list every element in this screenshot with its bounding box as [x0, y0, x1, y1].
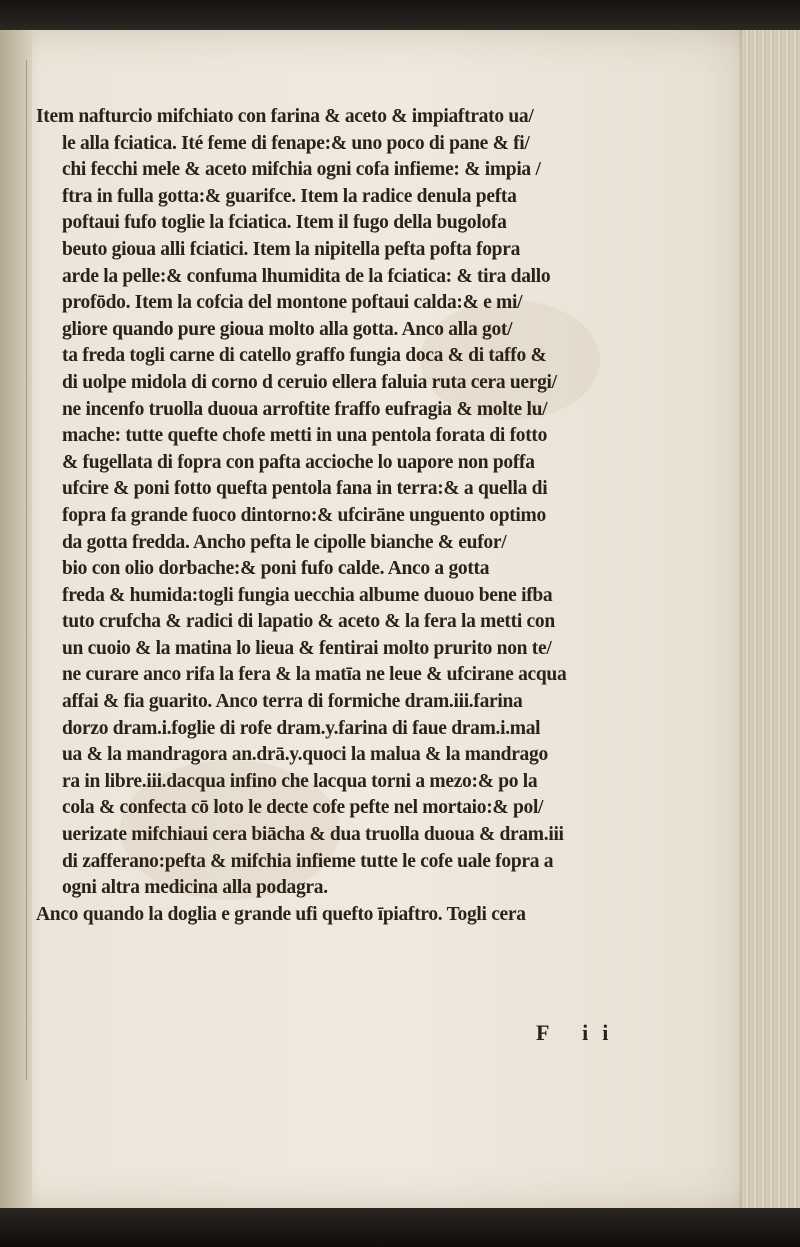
text-line: ta freda togli carne di catello graffo fungia doca & di taffo & [62, 345, 547, 367]
gutter-shadow-line [26, 60, 27, 1080]
text-line: di uolpe midola di corno d ceruio ellera faluia ruta cera uergi/ [62, 371, 557, 393]
text-line: fopra fa grande fuoco dintorno:& ufcirāne unguento optimo [62, 504, 546, 526]
text-line: ufcire & poni fotto quefta pentola fana in terra:& a quella di [62, 478, 548, 500]
text-line: le alla fciatica. Ité feme di fenape:& uno poco di pane & fi/ [62, 132, 530, 154]
page-gutter [0, 30, 32, 1210]
text-line: gliore quando pure gioua molto alla gotta. Anco alla got/ [62, 318, 513, 340]
text-line: ftra in fulla gotta:& guarifce. Item la radice denula pefta [62, 185, 517, 207]
text-line: freda & humida:togli fungia uecchia albume duouo bene ifba [62, 584, 553, 606]
scan-border-top [0, 0, 800, 30]
text-line: uerizate mifchiaui cera biācha & dua truolla duoua & dram.iii [62, 824, 564, 846]
text-line: chi fecchi mele & aceto mifchia ogni cofa infieme: & impia / [62, 159, 541, 181]
text-line: mache: tutte quefte chofe metti in una pentola forata di fotto [62, 425, 548, 447]
text-line: beuto gioua alli fciatici. Item la nipitella pefta pofta fopra [62, 238, 521, 260]
text-line: cola & confecta cō loto le decte cofe pefte nel mortaio:& pol/ [62, 797, 544, 819]
text-line: dorzo dram.i.foglie di rofe dram.y.farina di faue dram.i.mal [62, 717, 541, 739]
text-line: & fugellata di fopra con pafta accioche lo uapore non poffa [62, 451, 535, 473]
text-line: affai & fia guarito. Anco terra di formiche dram.iii.farina [62, 691, 523, 713]
page-fore-edge [742, 30, 800, 1210]
text-line: tuto crufcha & radici di lapatio & aceto & la fera la metti con [62, 611, 555, 633]
text-line: Item nafturcio mifchiato con farina & aceto & impiaftrato ua/ [36, 106, 534, 127]
main-text [36, 104, 676, 928]
signature-mark: F ii [536, 1020, 623, 1045]
text-line: da gotta fredda. Ancho pefta le cipolle bianche & eufor/ [62, 531, 507, 553]
scan-border-bottom [0, 1208, 800, 1247]
text-line: ra in libre.iii.dacqua infino che lacqua torni a mezo:& po la [62, 770, 538, 792]
text-line: ne incenfo truolla duoua arroftite fraffo eufragia & molte lu/ [62, 398, 548, 420]
text-line: arde la pelle:& confuma lhumidita de la fciatica: & tira dallo [62, 265, 551, 287]
text-line: di zafferano:pefta & mifchia infieme tutte le cofe uale fopra a [62, 850, 554, 872]
text-line: ogni altra medicina alla podagra. [62, 877, 328, 899]
text-line: poftaui fufo toglie la fciatica. Item il fugo della bugolofa [62, 212, 507, 234]
text-line: Anco quando la doglia e grande ufi quefto īpiaftro. Togli cera [36, 903, 526, 925]
text-line: profōdo. Item la cofcia del montone poftaui calda:& e mi/ [62, 292, 523, 314]
text-line: ne curare anco rifa la fera & la matīa ne leue & ufcirane acqua [62, 664, 567, 686]
text-line: ua & la mandragora an.drā.y.quoci la malua & la mandrago [62, 744, 548, 766]
text-line: bio con olio dorbache:& poni fufo calde. Anco a gotta [62, 558, 490, 580]
text-line: un cuoio & la matina lo lieua & fentirai molto prurito non te/ [62, 637, 552, 659]
